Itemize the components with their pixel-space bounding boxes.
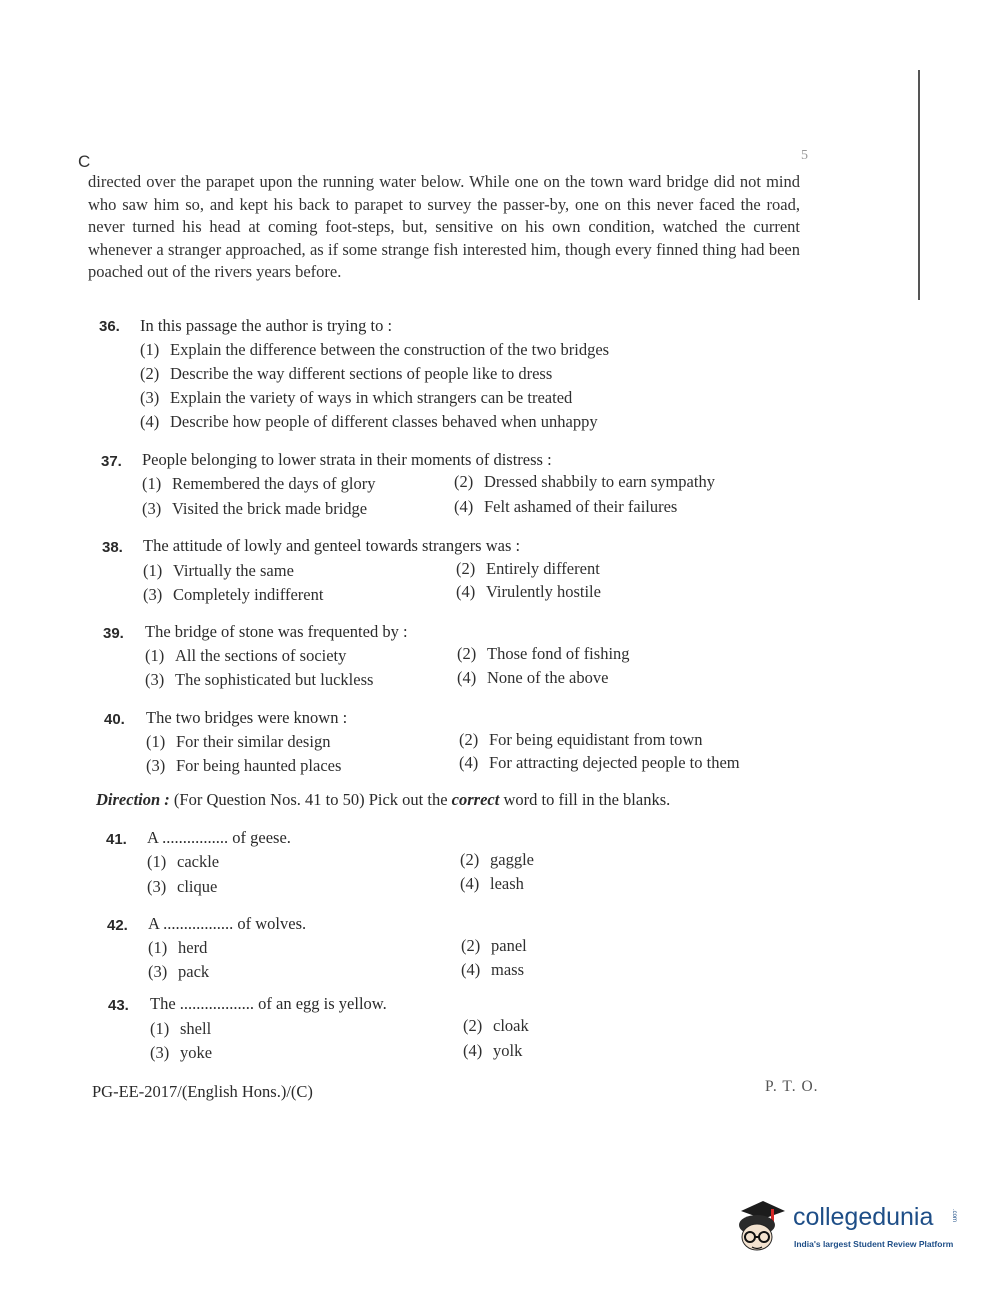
logo-tagline: India's largest Student Review Platform — [794, 1239, 954, 1249]
option: (3) Completely indifferent — [143, 585, 324, 604]
question-number: 43. — [108, 997, 129, 1014]
option: (4) mass — [461, 960, 524, 979]
option: (2) For being equidistant from town — [459, 730, 703, 749]
option: (4) None of the above — [457, 668, 609, 687]
option: (2) gaggle — [460, 850, 534, 869]
option: (1) For their similar design — [146, 732, 331, 751]
question-number: 41. — [106, 831, 127, 848]
option: (4) yolk — [463, 1041, 523, 1060]
option: (3) For being haunted places — [146, 756, 342, 775]
passage-text: directed over the parapet upon the running water below. While one on the town ward bridge did not mind who saw him so, and kept his back to parapet to survey the passer-by, one on this never faced the road, never turned his head at coming foot-steps, but, sensitive on his own condition, watched the current whenever a stranger approached, as if some strange fish interested him, though every finned thing had been poached out of the rivers years before. — [88, 172, 800, 281]
option: (1) Explain the difference between the construction of the two bridges — [140, 340, 610, 359]
question-text: The .................. of an egg is yellow. — [150, 994, 387, 1013]
question-text: The two bridges were known : — [146, 708, 348, 727]
option: (3) clique — [147, 877, 218, 896]
passage — [88, 171, 800, 284]
option: (4) leash — [460, 874, 524, 893]
option: (4) Describe how people of different classes behaved when unhappy — [140, 412, 598, 431]
page-turn-note: P. T. O. — [765, 1078, 819, 1095]
question-number: 39. — [103, 625, 124, 642]
option: (2) Those fond of fishing — [457, 644, 630, 663]
question-number: 36. — [99, 318, 120, 335]
logo-wordmark: collegedunia — [793, 1203, 934, 1231]
question-number: 42. — [107, 917, 128, 934]
option: (1) All the sections of society — [145, 646, 347, 665]
question-text: The attitude of lowly and genteel towards strangers was : — [143, 536, 521, 555]
direction-label: Direction : — [96, 790, 170, 809]
question-text: A ................. of wolves. — [148, 914, 307, 933]
page-number: 5 — [801, 148, 808, 163]
margin-line — [918, 70, 920, 300]
option: (2) Entirely different — [456, 559, 600, 578]
question-number: 37. — [101, 453, 122, 470]
question-text: The bridge of stone was frequented by : — [145, 622, 408, 641]
option: (4) For attracting dejected people to them — [459, 753, 740, 772]
option: (2) cloak — [463, 1016, 529, 1035]
option: (3) yoke — [150, 1043, 213, 1062]
question-text: A ................ of geese. — [147, 828, 291, 847]
question-number: 38. — [102, 539, 123, 556]
direction-emphasis: correct — [451, 790, 500, 809]
option: (2) panel — [461, 936, 527, 955]
option: (3) Visited the brick made bridge — [142, 499, 368, 518]
series-code: C — [78, 152, 91, 171]
logo-domain: .com — [951, 1209, 957, 1223]
question-number: 40. — [104, 711, 125, 728]
direction-instruction — [96, 790, 670, 810]
question-text: In this passage the author is trying to : — [140, 316, 393, 335]
option: (4) Felt ashamed of their failures — [454, 497, 678, 516]
question-text: People belonging to lower strata in their moments of distress : — [142, 450, 552, 469]
option: (4) Virulently hostile — [456, 582, 601, 601]
mascot-icon — [733, 1195, 791, 1257]
direction-text: (For Question Nos. 41 to 50) Pick out the — [173, 790, 448, 809]
option: (2) Dressed shabbily to earn sympathy — [454, 472, 715, 491]
option: (1) herd — [148, 938, 208, 957]
option: (3) pack — [148, 962, 210, 981]
option: (1) shell — [150, 1019, 212, 1038]
option: (1) Virtually the same — [143, 561, 294, 580]
collegedunia-logo — [733, 1195, 963, 1265]
option: (3) The sophisticated but luckless — [145, 670, 374, 689]
option: (1) cackle — [147, 852, 220, 871]
option: (1) Remembered the days of glory — [142, 474, 376, 493]
option: (3) Explain the variety of ways in which strangers can be treated — [140, 388, 573, 407]
direction-text-end: word to fill in the blanks. — [503, 790, 671, 809]
paper-code: PG-EE-2017/(English Hons.)/(C) — [92, 1082, 313, 1101]
option: (2) Describe the way different sections of people like to dress — [140, 364, 553, 383]
